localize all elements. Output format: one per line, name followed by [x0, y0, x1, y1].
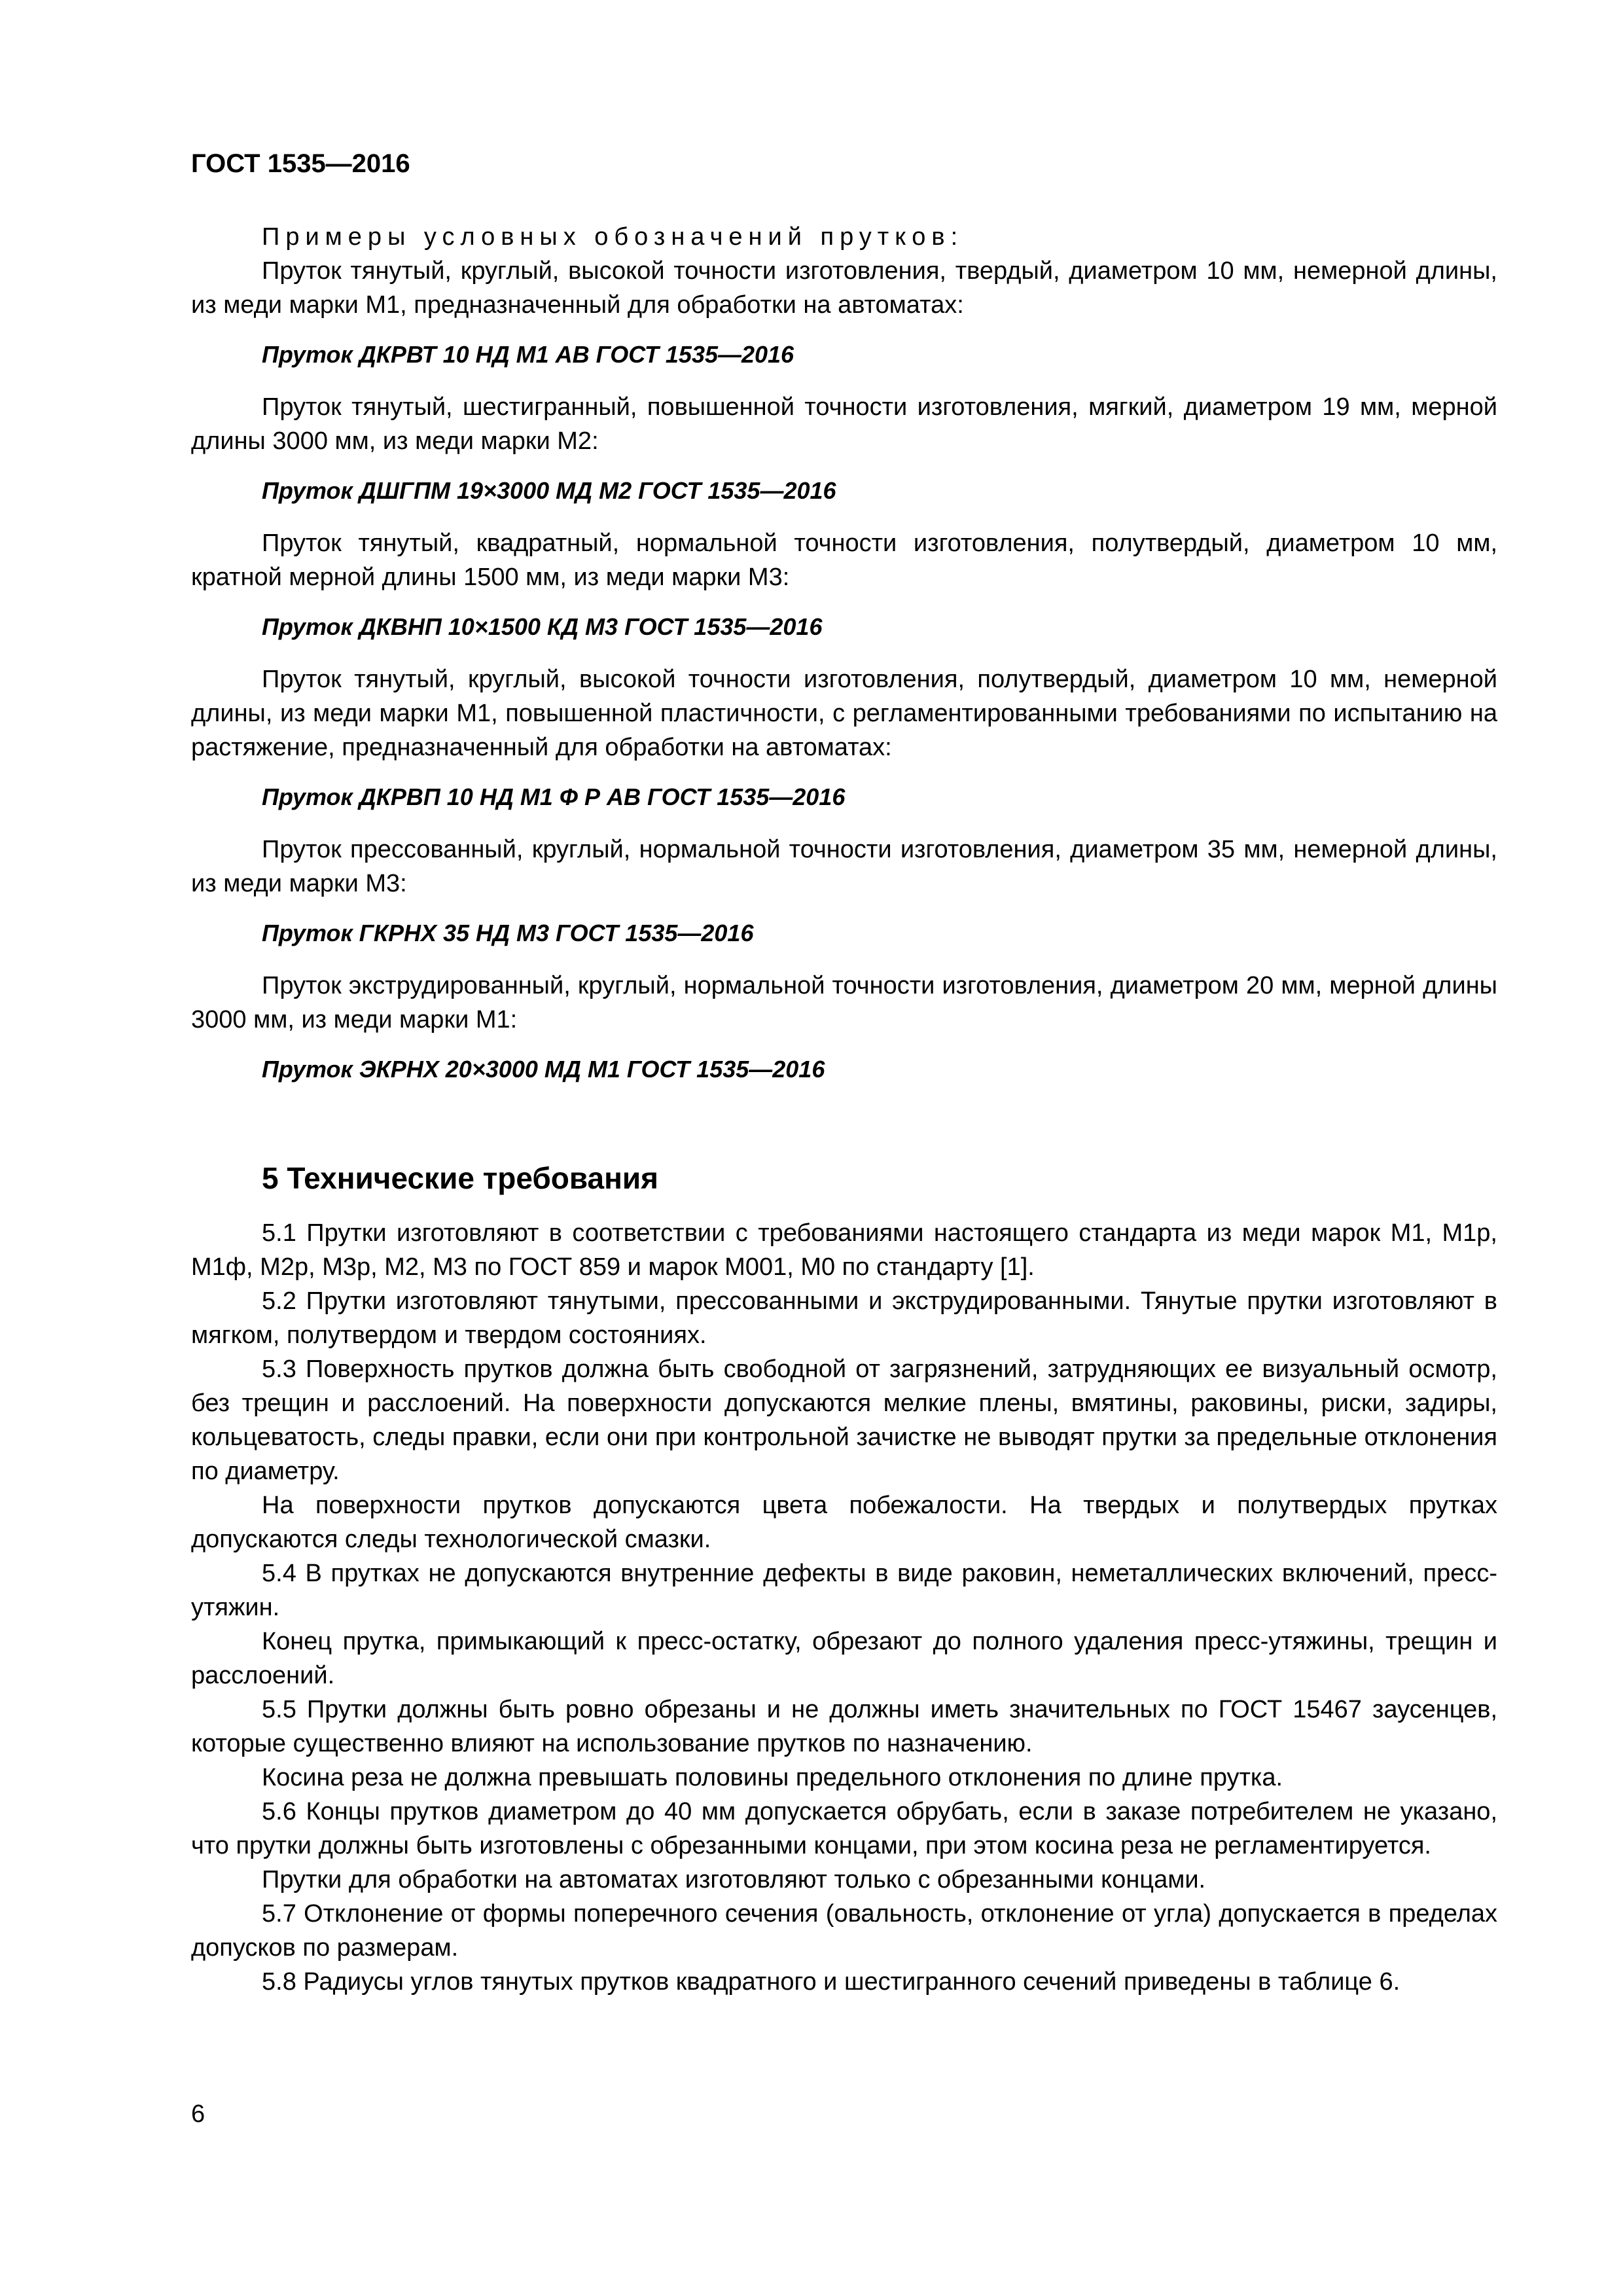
- example-description: Пруток тянутый, квадратный, нормальной точности изготовления, полутвердый, диаметром 10 мм, кратной мерной длины 1500 мм, из меди марки М3:: [191, 529, 1497, 591]
- clause-paragraph: 5.6 Концы прутков диаметром до 40 мм допускается обрубать, если в заказе потребителем не указано, что прутки должны быть изготовлены с обрезанными концами, при этом косина реза не регламентируется.: [191, 1798, 1497, 1859]
- example-designation: Пруток ДШГПМ 19×3000 МД М2 ГОСТ 1535—2016: [262, 477, 836, 504]
- example-description: Пруток прессованный, круглый, нормальной точности изготовления, диаметром 35 мм, немерной длины, из меди марки М3:: [191, 836, 1497, 897]
- clause-paragraph: 5.4 В прутках не допускаются внутренние дефекты в виде раковин, неметаллических включений, пресс-утяжин.: [191, 1560, 1497, 1621]
- example-designation: Пруток ДКРВП 10 НД М1 Ф Р АВ ГОСТ 1535—2016: [262, 783, 846, 810]
- clause-paragraph: Конец прутка, примыкающий к пресс-остатку, обрезают до полного удаления пресс-утяжины, трещин и расслоений.: [191, 1628, 1497, 1689]
- clause-paragraph: Прутки для обработки на автоматах изготовляют только с обрезанными концами.: [262, 1866, 1206, 1893]
- examples-title: Примеры условных обозначений прутков:: [262, 223, 964, 251]
- example-description: Пруток экструдированный, круглый, нормальной точности изготовления, диаметром 20 мм, мерной длины 3000 мм, из меди марки М1:: [191, 972, 1497, 1033]
- clause-paragraph: 5.7 Отклонение от формы поперечного сечения (овальность, отклонение от угла) допускается в пределах допусков по размерам.: [191, 1900, 1497, 1962]
- page-body: [191, 220, 1497, 1999]
- section-heading: 5 Технические требования: [262, 1161, 658, 1195]
- standard-header: ГОСТ 1535—2016: [191, 149, 410, 178]
- example-designation: Пруток ДКВНП 10×1500 КД М3 ГОСТ 1535—2016: [262, 613, 823, 640]
- example-description: Пруток тянутый, шестигранный, повышенной точности изготовления, мягкий, диаметром 19 мм, мерной длины 3000 мм, из меди марки М2:: [191, 393, 1497, 455]
- example-description: Пруток тянутый, круглый, высокой точности изготовления, твердый, диаметром 10 мм, немерной длины, из меди марки М1, предназначенный для обработки на автоматах:: [191, 257, 1497, 319]
- page-number: 6: [191, 2100, 205, 2128]
- clause-paragraph: 5.3 Поверхность прутков должна быть свободной от загрязнений, затрудняющих ее визуальный осмотр, без трещин и расслоений. На поверхности допускаются мелкие плены, вмятины, раковины, риски, задиры, кольцеватость, следы правки, если они при контрольной зачистке не выводят прутки за предельные отклонения по диаметру.: [191, 1355, 1497, 1485]
- example-designation: Пруток ЭКРНХ 20×3000 МД М1 ГОСТ 1535—2016: [262, 1056, 825, 1083]
- example-designation: Пруток ДКРВТ 10 НД М1 АВ ГОСТ 1535—2016: [262, 341, 794, 368]
- example-description: Пруток тянутый, круглый, высокой точности изготовления, полутвердый, диаметром 10 мм, немерной длины, из меди марки М1, повышенной пластичности, с регламентированными требованиями по испытанию на растяжение, предназначенный для обработки на автоматах:: [191, 666, 1497, 761]
- clause-paragraph: 5.2 Прутки изготовляют тянутыми, прессованными и экструдированными. Тянутые прутки изготовляют в мягком, полутвердом и твердом состояниях.: [191, 1287, 1497, 1349]
- clause-paragraph: Косина реза не должна превышать половины предельного отклонения по длине прутка.: [262, 1764, 1283, 1791]
- example-designation: Пруток ГКРНХ 35 НД М3 ГОСТ 1535—2016: [262, 920, 754, 946]
- clause-paragraph: 5.1 Прутки изготовляют в соответствии с требованиями настоящего стандарта из меди марок М1, М1р, М1ф, М2р, М3р, М2, М3 по ГОСТ 859 и марок М001, М0 по стандарту [1].: [191, 1219, 1497, 1281]
- clause-paragraph: На поверхности прутков допускаются цвета побежалости. На твердых и полутвердых прутках допускаются следы технологической смазки.: [191, 1492, 1497, 1553]
- clause-paragraph: 5.5 Прутки должны быть ровно обрезаны и не должны иметь значительных по ГОСТ 15467 заусенцев, которые существенно влияют на использование прутков по назначению.: [191, 1696, 1497, 1757]
- clause-paragraph: 5.8 Радиусы углов тянутых прутков квадратного и шестигранного сечений приведены в таблице 6.: [262, 1968, 1400, 1996]
